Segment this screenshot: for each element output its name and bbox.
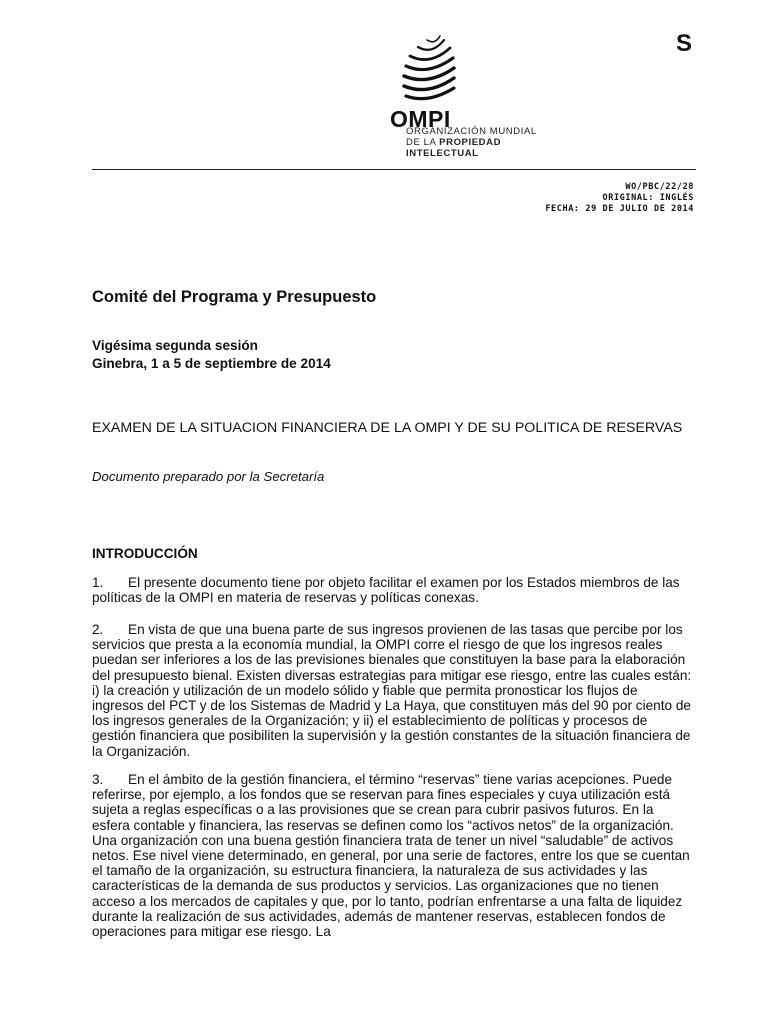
prepared-by: Documento preparado por la Secretaría (92, 469, 325, 484)
paragraph-3 (92, 772, 692, 939)
header-divider (92, 169, 696, 170)
paragraph-number: 3. (92, 772, 104, 787)
paragraph-number: 1. (92, 575, 104, 590)
logo-line-2-bold: PROPIEDAD (439, 137, 502, 148)
document-title: EXAMEN DE LA SITUACION FINANCIERA DE LA OMPI Y DE SU POLITICA DE RESERVAS (92, 420, 683, 436)
committee-name: Comité del Programa y Presupuesto (92, 288, 377, 306)
paragraph-text: En vista de que una buena parte de sus ingresos provienen de las tasas que percibe por los servicios que presta a la economía mundial, la OMPI corre el riesgo de que los ingresos reales puedan ser inferiores a los de las previsiones bienales que constituyen la base para la elaboración del presupuesto bienal. Existen diversas estrategias para mitigar ese riesgo, entre las cuales están: i) la creación y utilización de un modelo sólido y fiable que permita pronosticar los flujos de ingresos del PCT y de los Sistemas de Madrid y La Haya, que constituyen más del 90 por ciento de los ingresos generales de la Organización; y ii) el establecimiento de políticas y procesos de gestión financiera que posibiliten la supervisión y la gestión constantes de la situación financiera de la Organización. (92, 622, 692, 759)
document-date: FECHA: 29 DE JULIO DE 2014 (545, 204, 694, 214)
logo-acronym: OMPI (390, 106, 451, 132)
session-title: Vigésima segunda sesión (92, 338, 258, 353)
logo-org-name (406, 126, 537, 159)
paragraph-text: En el ámbito de la gestión financiera, el término “reservas” tiene varias acepciones. Puede referirse, por ejemplo, a los fondos que se reservan para fines especiales y cuya utilización está sujeta a reglas específicas o a las provisiones que se crean para cubrir pasivos futuros. En la esfera contable y financiera, las reservas se definen como los “activos netos” de la organización. Una organización con una buena gestión financiera trata de tener un nivel “saludable” de activos netos. Ese nivel viene determinado, en general, por una serie de factores, entre los que se cuentan el tamaño de la organización, su estructura financiera, la naturaleza de sus actividades y las características de la demanda de sus productos y servicios. Las organizaciones que no tienen acceso a los mercados de capitales y que, por lo tanto, podrían enfrentarse a una falta de liquidez durante la realización de sus actividades, además de mantener reservas, establecen fondos de operaciones para mitigar ese riesgo. La (92, 772, 690, 940)
logo-line-2-prefix: DE LA (406, 137, 440, 148)
paragraph-2 (92, 622, 692, 759)
session-location-date: Ginebra, 1 a 5 de septiembre de 2014 (92, 356, 331, 371)
session-info (92, 337, 331, 373)
paragraph-1 (92, 575, 692, 605)
logo-line-1: ORGANIZACIÓN MUNDIAL (406, 126, 537, 137)
logo-line-2 (406, 137, 537, 148)
language-code: S (676, 30, 693, 57)
wipo-logo (390, 34, 560, 160)
paragraph-text: El presente documento tiene por objeto facilitar el examen por los Estados miembros de las políticas de la OMPI en materia de reservas y políticas conexas. (92, 575, 680, 606)
paragraph-number: 2. (92, 622, 104, 637)
wipo-globe-icon (398, 34, 458, 106)
logo-line-3: INTELECTUAL (406, 148, 479, 159)
document-metadata (545, 182, 694, 215)
section-heading: INTRODUCCIÓN (92, 546, 198, 561)
document-symbol: WO/PBC/22/28 (625, 182, 694, 192)
document-original-language: ORIGINAL: INGLÉS (602, 193, 694, 203)
